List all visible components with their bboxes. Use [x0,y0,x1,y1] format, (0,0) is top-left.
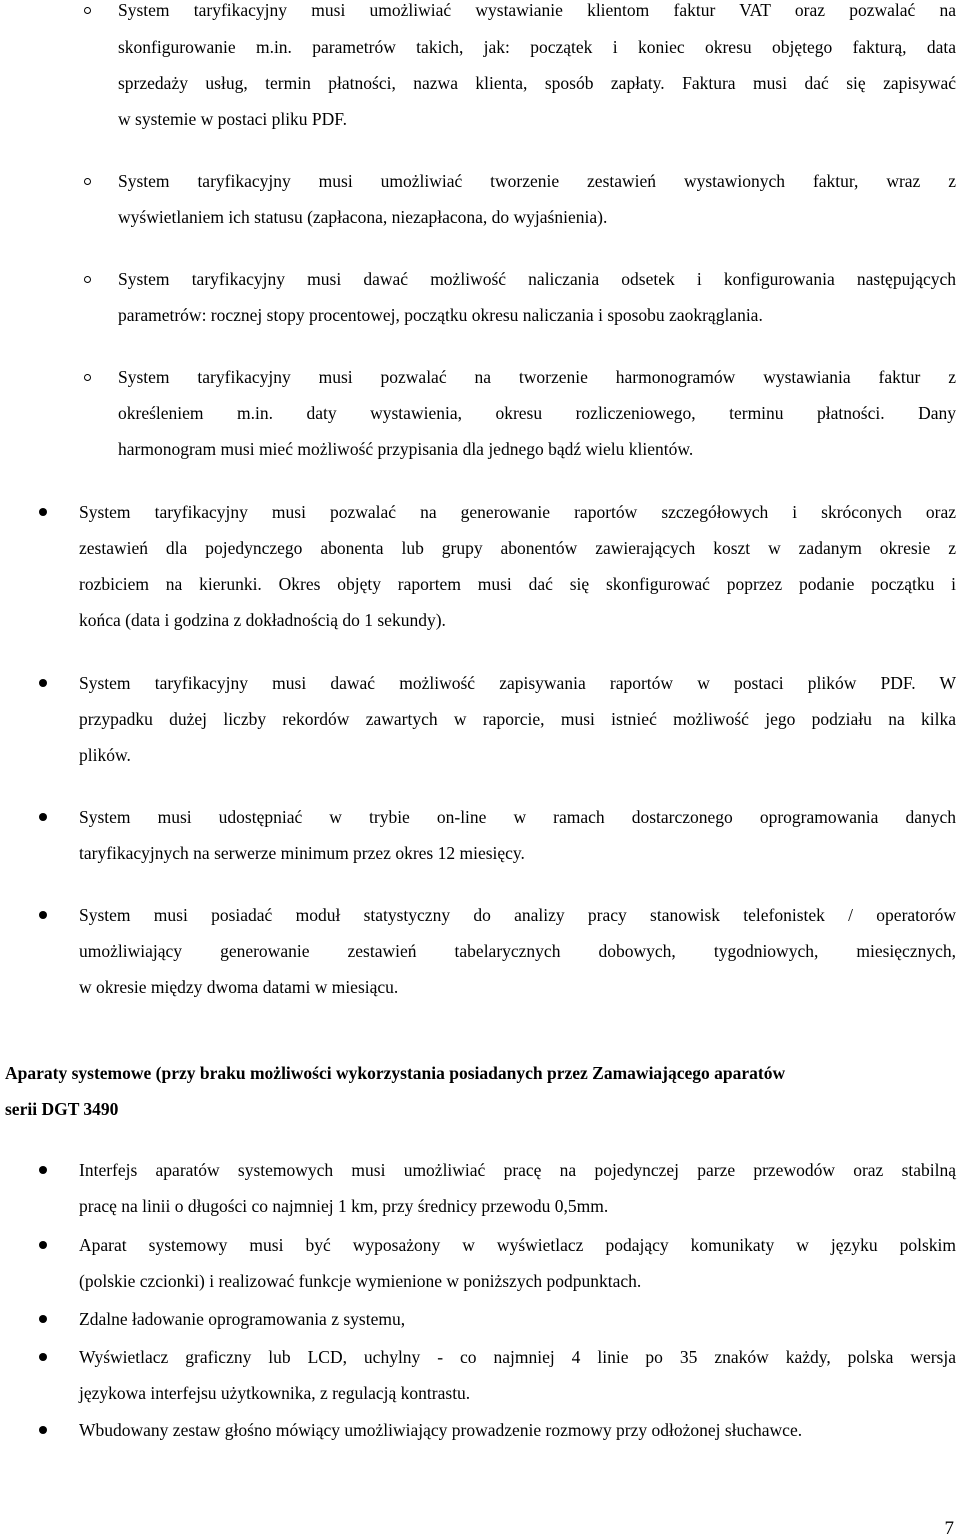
text-line: parametrów: rocznej stopy procentowej, początku okresu naliczania i sposobu zaokrąglania. [118,305,763,325]
heading-line: serii DGT 3490 [5,1099,119,1119]
bullet-icon [39,813,47,821]
text-line: harmonogram musi mieć możliwość przypisania dla jednego bądź wielu klientów. [118,439,694,459]
text-line: System taryfikacyjny musi pozwalać na generowanie raportów szczegółowych i skróconych oraz [79,502,956,522]
text-line: System taryfikacyjny musi dawać możliwość zapisywania raportów w postaci plików PDF. W [79,673,956,693]
circle-bullet-icon [84,178,91,185]
circle-bullet-icon [84,374,91,381]
circle-bullet-icon [84,7,91,14]
text-line: Aparat systemowy musi być wyposażony w wyświetlacz podający komunikaty w języku polskim [79,1235,956,1255]
bullet-icon [39,1426,47,1434]
bullet-icon [39,1315,47,1323]
text-line: rozbiciem na kierunki. Okres objęty raportem musi dać się skonfigurować poprzez podanie początku i [79,574,956,594]
bullet-icon [39,508,47,516]
text-line: językowa interfejsu użytkownika, z regulacją kontrastu. [79,1383,471,1403]
text-line: sprzedaży usług, termin płatności, nazwa klienta, sposób zapłaty. Faktura musi dać się zapisywać [118,73,956,93]
text-line: Interfejs aparatów systemowych musi umożliwiać pracę na pojedynczej parze przewodów oraz stabilną [79,1160,956,1180]
text-line: System taryfikacyjny musi dawać możliwość naliczania odsetek i konfigurowania następujących [118,269,956,289]
text-line: System taryfikacyjny musi umożliwiać tworzenie zestawień wystawionych faktur, wraz z [118,171,956,191]
text-line: zestawień dla pojedynczego abonenta lub grupy abonentów zawierających koszt w zadanym okresie z [79,538,956,558]
bullet-icon [39,1241,47,1249]
text-line: przypadku dużej liczby rekordów zawartych w raporcie, musi istnieć możliwość jego podziału na kilka [79,709,956,729]
text-line: plików. [79,745,131,765]
text-line: System taryfikacyjny musi umożliwiać wystawianie klientom faktur VAT oraz pozwalać na [118,0,956,20]
text-line: System taryfikacyjny musi pozwalać na tworzenie harmonogramów wystawiania faktur z [118,367,956,387]
text-line: w okresie między dwoma datami w miesiącu. [79,977,399,997]
bullet-icon [39,1353,47,1361]
text-line: System musi posiadać moduł statystyczny do analizy pracy stanowisk telefonistek / operatorów [79,905,956,925]
text-line: System musi udostępniać w trybie on-line w ramach dostarczonego oprogramowania danych [79,807,956,827]
text-line: pracę na linii o długości co najmniej 1 km, przy średnicy przewodu 0,5mm. [79,1196,609,1216]
bullet-icon [39,911,47,919]
text-line: Wyświetlacz graficzny lub LCD, uchylny - co najmniej 4 linie po 35 znaków każdy, polska wersja [79,1347,956,1367]
heading-line: Aparaty systemowe (przy braku możliwości wykorzystania posiadanych przez Zamawiającego aparatów [5,1063,786,1083]
bullet-icon [39,1166,47,1174]
text-line: umożliwiający generowanie zestawień tabelarycznych dobowych, tygodniowych, miesięcznych, [79,941,956,961]
text-line: taryfikacyjnych na serwerze minimum przez okres 12 miesięcy. [79,843,525,863]
text-line: Wbudowany zestaw głośno mówiący umożliwiający prowadzenie rozmowy przy odłożonej słuchawce. [79,1420,803,1440]
text-line: końca (data i godzina z dokładnością do 1 sekundy). [79,610,446,630]
text-line: w systemie w postaci pliku PDF. [118,109,348,129]
circle-bullet-icon [84,276,91,283]
bullet-icon [39,679,47,687]
text-line: skonfigurowanie m.in. parametrów takich, jak: początek i koniec okresu objętego fakturą, data [118,37,956,57]
page-number: 7 [944,1518,954,1539]
text-line: wyświetlaniem ich statusu (zapłacona, niezapłacona, do wyjaśnienia). [118,207,608,227]
text-line: Zdalne ładowanie oprogramowania z systemu, [79,1309,406,1329]
text-line: określeniem m.in. daty wystawienia, okresu rozliczeniowego, terminu płatności. Dany [118,403,956,423]
text-line: (polskie czcionki) i realizować funkcje wymienione w poniższych podpunktach. [79,1271,642,1291]
